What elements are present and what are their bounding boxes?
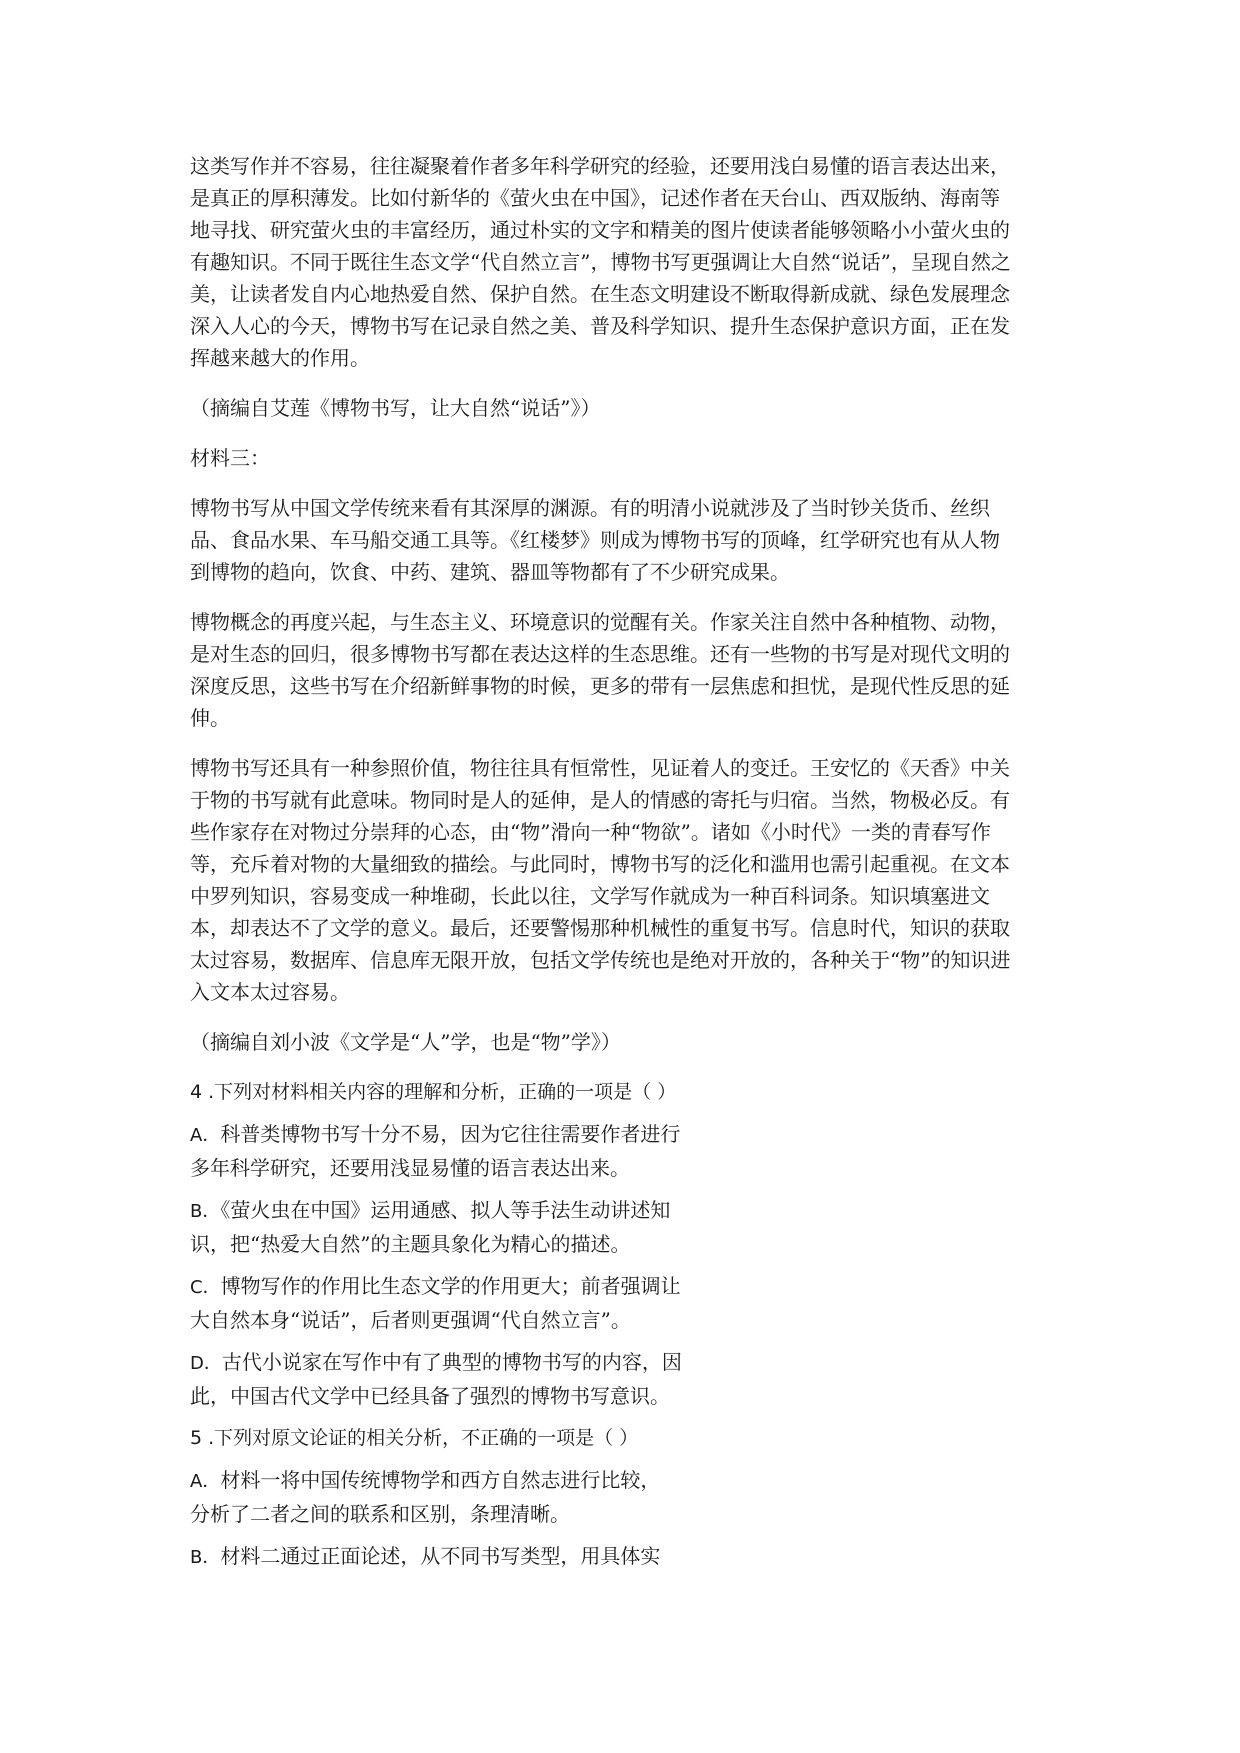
paragraph [190,442,1050,474]
paragraph-line: 品、食品水果、车马船交通工具等。《红楼梦》则成为博物书写的顶峰，红学研究也有从人物 [190,528,1000,552]
option-line [190,1118,710,1152]
option-text: 博物写作的作用比生态文学的作用更大；前者强调让 [220,1274,681,1298]
option-text: 材料二通过正面论述，从不同书写类型，用具体实 [220,1544,661,1568]
option-letter: D． [190,1353,222,1374]
paragraph-line: 博物书写还具有一种参照价值，物往往具有恒常性，见证着人的变迁。王安忆的《天香》中关 [190,756,1010,780]
option-line [190,1228,710,1260]
paragraph-line: 中罗列知识，容易变成一种堆砌，长此以往，文学写作就成为一种百科词条。知识填塞进文 [190,884,990,908]
option-text: 多年科学研究，还要用浅显易懂的语言表达出来。 [190,1156,630,1180]
option-text: 材料一将中国传统博物学和西方自然志进行比较， [220,1468,661,1492]
option-line [190,1270,710,1304]
paragraph [190,392,1050,424]
paragraph-line: 材料三： [190,446,270,470]
paragraph-line: 本，却表达不了文学的意义。最后，还要警惕那种机械性的重复书写。信息时代，知识的获取 [190,916,1010,940]
paragraph-line: （摘编自艾莲《博物书写，让大自然“说话”》） [190,396,601,420]
paragraph-line: 有趣知识。不同于既往生态文学“代自然立言”，博物书写更强调让大自然“说话”，呈现自然之 [190,250,1011,274]
paragraph-line: 等，充斥着对物的大量细致的描绘。与此同时，博物书写的泛化和滥用也需引起重视。在文本 [190,852,1010,876]
paragraph-line: 这类写作并不容易，往往凝聚着作者多年科学研究的经验，还要用浅白易懂的语言表达出来， [190,154,1010,178]
option-line [190,1464,710,1498]
paragraph-line: 深度反思，这些书写在介绍新鲜事物的时候，更多的带有一层焦虑和担忧，是现代性反思的延 [190,674,1010,698]
paragraph [190,1026,1050,1058]
option-text: 科普类博物书写十分不易，因为它往往需要作者进行 [220,1122,681,1146]
option-text: 《萤火虫在中国》运用通感、拟人等手法生动讲述知 [220,1198,671,1222]
option-letter: C． [190,1277,221,1298]
question-stem: 4 .下列对材料相关内容的理解和分析，正确的一项是（ ） [190,1081,677,1103]
answer-option [190,1194,710,1260]
option-line [190,1304,710,1336]
option-text: 此，中国古代文学中已经具备了强烈的博物书写意识。 [190,1384,670,1408]
paragraph-line: 深入人心的今天，博物书写在记录自然之美、普及科学知识、提升生态保护意识方面，正在发 [190,314,1010,338]
option-line [190,1498,710,1530]
answer-option [190,1270,710,1336]
option-letter: B． [190,1547,221,1568]
option-letter: A． [190,1125,221,1146]
paragraph-line: 地寻找、研究萤火虫的丰富经历，通过朴实的文字和精美的图片使读者能够领略小小萤火虫的 [190,218,1010,242]
option-letter: B． [190,1201,221,1222]
paragraph-line: （摘编自刘小波《文学是“人”学，也是“物”学》） [190,1030,621,1054]
paragraph-line: 些作家存在对物过分崇拜的心态，由“物”滑向一种“物欲”。诸如《小时代》一类的青春写作 [190,820,991,844]
paragraph-line: 博物书写从中国文学传统来看有其深厚的渊源。有的明清小说就涉及了当时钞关货币、丝织 [190,496,990,520]
paragraph-line: 于物的书写就有此意味。物同时是人的延伸，是人的情感的寄托与归宿。当然，物极必反。有 [190,788,1010,812]
option-line [190,1346,710,1380]
document-body [190,150,1050,1584]
paragraph-line: 到博物的趋向，饮食、中药、建筑、器皿等物都有了不少研究成果。 [190,560,790,584]
paragraph [190,150,1050,374]
answer-option [190,1540,710,1574]
answer-option [190,1118,710,1184]
paragraph-line: 伸。 [190,706,230,730]
paragraph-line: 太过容易，数据库、信息库无限开放，包括文学传统也是绝对开放的，各种关于“物”的知识进 [190,948,1011,972]
paragraph-line: 是真正的厚积薄发。比如付新华的《萤火虫在中国》，记述作者在天台山、西双版纳、海南等 [190,186,1000,210]
paragraph-line: 挥越来越大的作用。 [190,346,370,370]
option-line [190,1540,710,1574]
option-line [190,1380,710,1412]
answer-option [190,1346,710,1412]
option-text: 分析了二者之间的联系和区别，条理清晰。 [190,1502,570,1526]
option-text: 古代小说家在写作中有了典型的博物书写的内容，因 [221,1350,682,1374]
question-stem: 5 .下列对原文论证的相关分析，不正确的一项是（ ） [190,1427,639,1449]
option-text: 大自然本身“说话”，后者则更强调“代自然立言”。 [190,1308,631,1332]
paragraph-line: 是对生态的回归，很多博物书写都在表达这样的生态思维。还有一些物的书写是对现代文明的 [190,642,1010,666]
option-line [190,1194,710,1228]
option-text: 识，把“热爱大自然”的主题具象化为精心的描述。 [190,1232,631,1256]
paragraph-line: 入文本太过容易。 [190,980,350,1004]
paragraph-line: 美，让读者发自内心地热爱自然、保护自然。在生态文明建设不断取得新成就、绿色发展理念 [190,282,1010,306]
paragraph [190,752,1050,1008]
option-letter: A． [190,1471,221,1492]
paragraph [190,492,1050,588]
paragraph-line: 博物概念的再度兴起，与生态主义、环境意识的觉醒有关。作家关注自然中各种植物、动物， [190,610,1010,634]
paragraph [190,606,1050,734]
answer-option [190,1464,710,1530]
option-line [190,1152,710,1184]
